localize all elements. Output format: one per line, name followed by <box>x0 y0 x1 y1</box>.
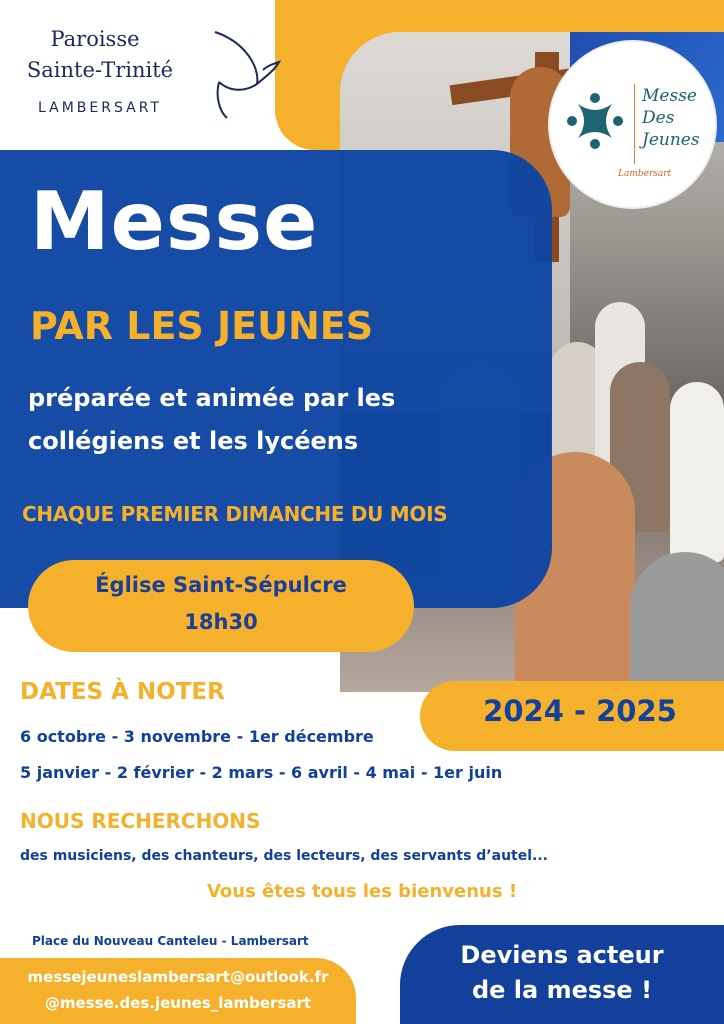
dates-line-2: 5 janvier - 2 février - 2 mars - 6 avril - 4 mai - 1er juin <box>20 763 503 782</box>
parish-name-line1: Paroisse <box>50 27 140 51</box>
address: Place du Nouveau Canteleu - Lambersart <box>32 934 309 948</box>
dates-line-1: 6 octobre - 3 novembre - 1er décembre <box>20 727 374 746</box>
year-text: 2024 - 2025 <box>483 694 677 728</box>
page-title: Messe <box>30 175 319 268</box>
logo-word-jeunes: Jeunes <box>642 130 700 150</box>
logo-word-des: Des <box>642 108 675 128</box>
church-name: Église Saint-Sépulcre <box>95 573 347 597</box>
parish-town: LAMBERSART <box>38 100 162 116</box>
search-heading: NOUS RECHERCHONS <box>20 809 261 833</box>
welcome-text: Vous êtes tous les bienvenus ! <box>206 881 518 902</box>
contact-email[interactable]: messejeuneslambersart@outlook.fr <box>27 968 329 986</box>
description-line2: collégiens et les lycéens <box>28 427 359 455</box>
logo-word-messe: Messe <box>642 86 697 106</box>
search-text: des musiciens, des chanteurs, des lecteurs, des servants d’autel... <box>20 848 548 864</box>
dates-heading: DATES À NOTER <box>20 679 225 705</box>
mass-time: 18h30 <box>184 610 258 634</box>
description-line1: préparée et animée par les <box>28 384 396 412</box>
cta-line-2: de la messe ! <box>471 976 653 1004</box>
messe-des-jeunes-logo <box>550 42 715 207</box>
cta-block <box>400 925 724 1024</box>
cta-line-1: Deviens acteur <box>460 941 664 969</box>
logo-subtitle: Lambersart <box>618 169 672 179</box>
parish-name-line2: Sainte-Trinité <box>26 58 174 82</box>
contact-instagram[interactable]: @messe.des.jeunes_lambersart <box>44 994 312 1012</box>
page-subtitle: PAR LES JEUNES <box>30 304 374 348</box>
people-circle-icon <box>564 90 626 152</box>
frequency-text: CHAQUE PREMIER DIMANCHE DU MOIS <box>22 502 448 526</box>
dove-icon <box>205 22 285 122</box>
